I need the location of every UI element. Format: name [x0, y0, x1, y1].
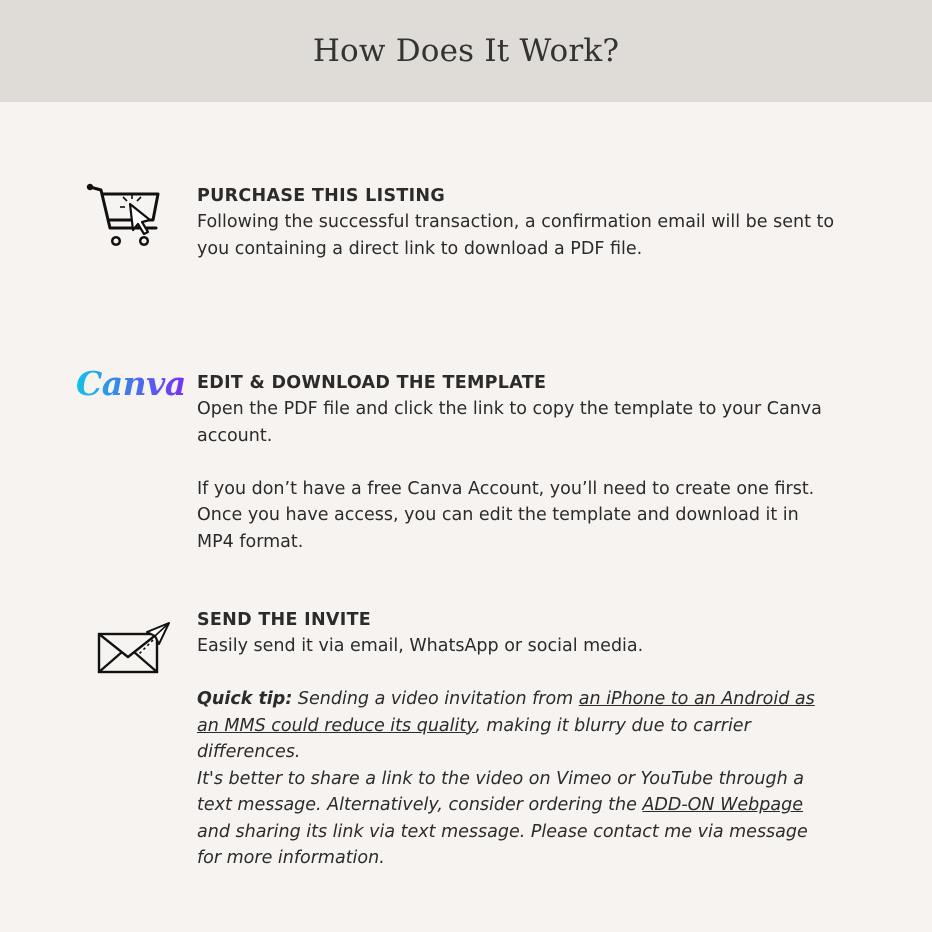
- quick-tip-text-4: and sharing its link via text message. Please contact me via message for more information.: [197, 821, 808, 868]
- paragraph-gap: [197, 660, 837, 687]
- header-banner: [0, 0, 932, 102]
- mms-quality-link[interactable]: an iPhone to an Android as an MMS could reduce its quality: [197, 689, 815, 736]
- step-text-purchase: Following the successful transaction, a confirmation email will be sent to you containing a direct link to download a PDF file.: [197, 212, 835, 259]
- page-title: How Does It Work?: [312, 33, 620, 69]
- paragraph-gap: [197, 449, 837, 476]
- envelope-paper-plane-icon: [97, 620, 173, 676]
- step-send: [197, 607, 837, 872]
- canva-logo: Canva: [76, 364, 186, 403]
- step-text-edit-1: Open the PDF file and click the link to copy the template to your Canva account.: [197, 399, 822, 446]
- step-edit: [197, 370, 837, 555]
- quick-tip-label: Quick tip:: [197, 689, 293, 709]
- quick-tip-text-2: , making it blurry due to carrier differences.: [197, 715, 751, 762]
- step-purchase: [197, 183, 837, 262]
- step-title-purchase: PURCHASE THIS LISTING: [197, 186, 446, 206]
- shopping-cart-click-icon: [86, 182, 162, 248]
- step-title-send: SEND THE INVITE: [197, 610, 372, 630]
- quick-tip-text-1: Sending a video invitation from: [297, 689, 574, 709]
- step-text-edit-2: If you don’t have a free Canva Account, you’ll need to create one first. Once you have access, you can edit the template and download it in MP4 format.: [197, 478, 815, 552]
- step-title-edit: EDIT & DOWNLOAD THE TEMPLATE: [197, 373, 547, 393]
- quick-tip-text-3: It's better to share a link to the video on Vimeo or YouTube through a text message. Alternatively, consider ordering the: [197, 768, 804, 815]
- quick-tip: [197, 686, 837, 872]
- addon-webpage-link[interactable]: ADD-ON Webpage: [642, 795, 803, 815]
- step-text-send: Easily send it via email, WhatsApp or social media.: [197, 636, 644, 656]
